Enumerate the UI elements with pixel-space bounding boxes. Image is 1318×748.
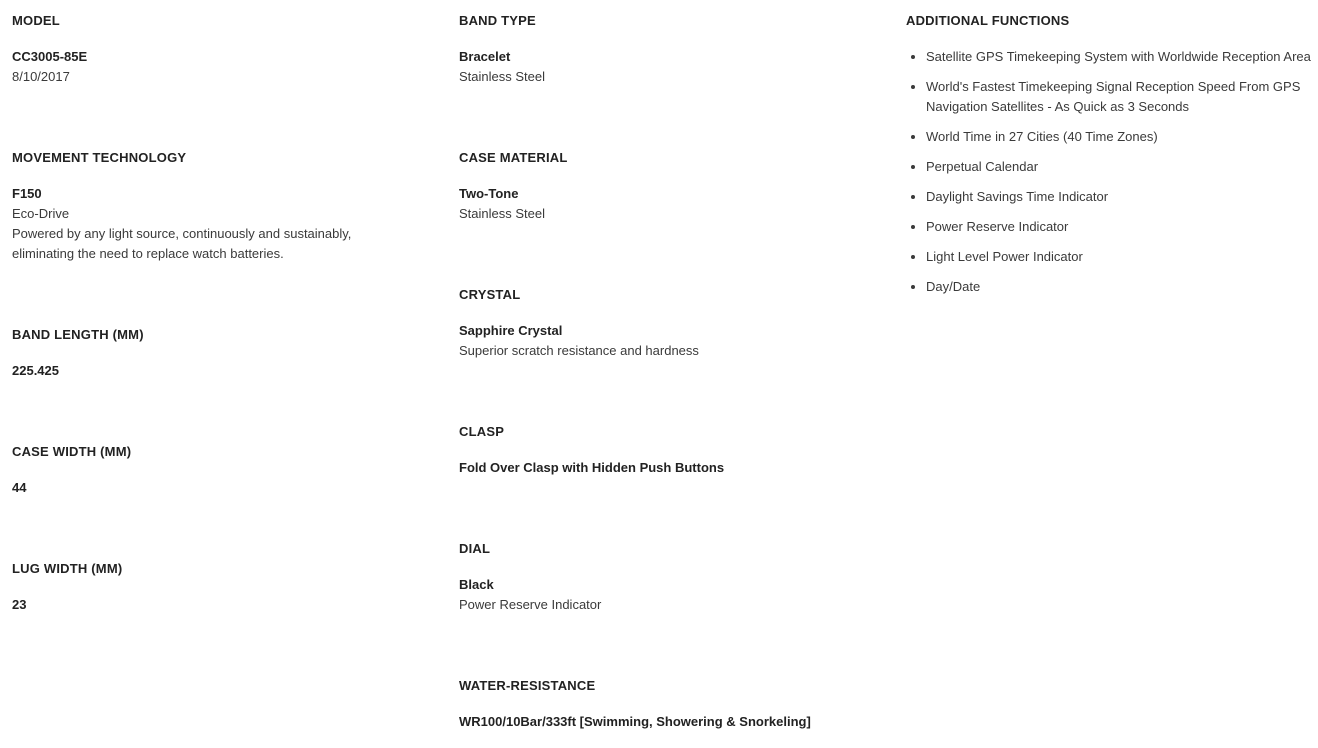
clasp-value: Fold Over Clasp with Hidden Push Buttons <box>459 460 725 475</box>
spec-heading: ADDITIONAL FUNCTIONS <box>906 13 1070 28</box>
water-resistance-value: WR100/10Bar/333ft [Swimming, Showering & Snorkeling] <box>459 714 811 729</box>
spec-heading: CLASP <box>459 424 505 439</box>
spec-heading: CRYSTAL <box>459 287 521 302</box>
model-number: CC3005-85E <box>12 49 88 64</box>
spec-body <box>459 47 879 87</box>
movement-caliber: F150 <box>12 186 42 201</box>
spec-body <box>12 184 432 264</box>
spec-body <box>459 184 879 224</box>
spec-heading: BAND TYPE <box>459 13 536 28</box>
case-material-detail: Stainless Steel <box>459 206 545 221</box>
spec-heading: DIAL <box>459 541 491 556</box>
list-item: • Power Reserve Indicator <box>926 217 1318 237</box>
list-item: • World Time in 27 Cities (40 Time Zones) <box>926 127 1318 147</box>
spec-heading: CASE MATERIAL <box>459 150 568 165</box>
spec-body <box>459 575 879 615</box>
list-item: • Day/Date <box>926 277 1318 297</box>
list-item: • Satellite GPS Timekeeping System with Worldwide Reception Area <box>926 47 1318 67</box>
spec-body <box>459 321 879 361</box>
dial-color: Black <box>459 577 494 592</box>
spec-heading: WATER-RESISTANCE <box>459 678 596 693</box>
band-type-value: Bracelet <box>459 49 511 64</box>
list-item: • World's Fastest Timekeeping Signal Reception Speed From GPS Navigation Satellites - As Quick as 3 Seconds <box>926 77 1318 117</box>
model-date: 8/10/2017 <box>12 69 70 84</box>
case-material-value: Two-Tone <box>459 186 519 201</box>
spec-heading: MOVEMENT TECHNOLOGY <box>12 150 187 165</box>
movement-type: Eco-Drive <box>12 206 70 221</box>
crystal-detail: Superior scratch resistance and hardness <box>459 343 699 358</box>
dial-detail: Power Reserve Indicator <box>459 597 602 612</box>
spec-heading: LUG WIDTH (MM) <box>12 561 123 576</box>
band-type-material: Stainless Steel <box>459 69 545 84</box>
spec-body <box>459 712 879 732</box>
spec-body <box>12 361 432 381</box>
functions-list <box>906 47 1318 307</box>
list-item: • Light Level Power Indicator <box>926 247 1318 267</box>
spec-heading: MODEL <box>12 13 60 28</box>
spec-body <box>12 47 432 87</box>
case-width-value: 44 <box>12 480 27 495</box>
spec-body <box>12 478 432 498</box>
list-item: • Daylight Savings Time Indicator <box>926 187 1318 207</box>
lug-width-value: 23 <box>12 597 27 612</box>
band-length-value: 225.425 <box>12 363 59 378</box>
spec-heading: CASE WIDTH (MM) <box>12 444 132 459</box>
spec-body <box>12 595 432 615</box>
spec-body <box>459 458 879 478</box>
spec-heading: BAND LENGTH (MM) <box>12 327 144 342</box>
crystal-value: Sapphire Crystal <box>459 323 563 338</box>
list-item: • Perpetual Calendar <box>926 157 1318 177</box>
movement-description: Powered by any light source, continuously and sustainably, eliminating the need to replace watch batteries. <box>12 226 352 261</box>
